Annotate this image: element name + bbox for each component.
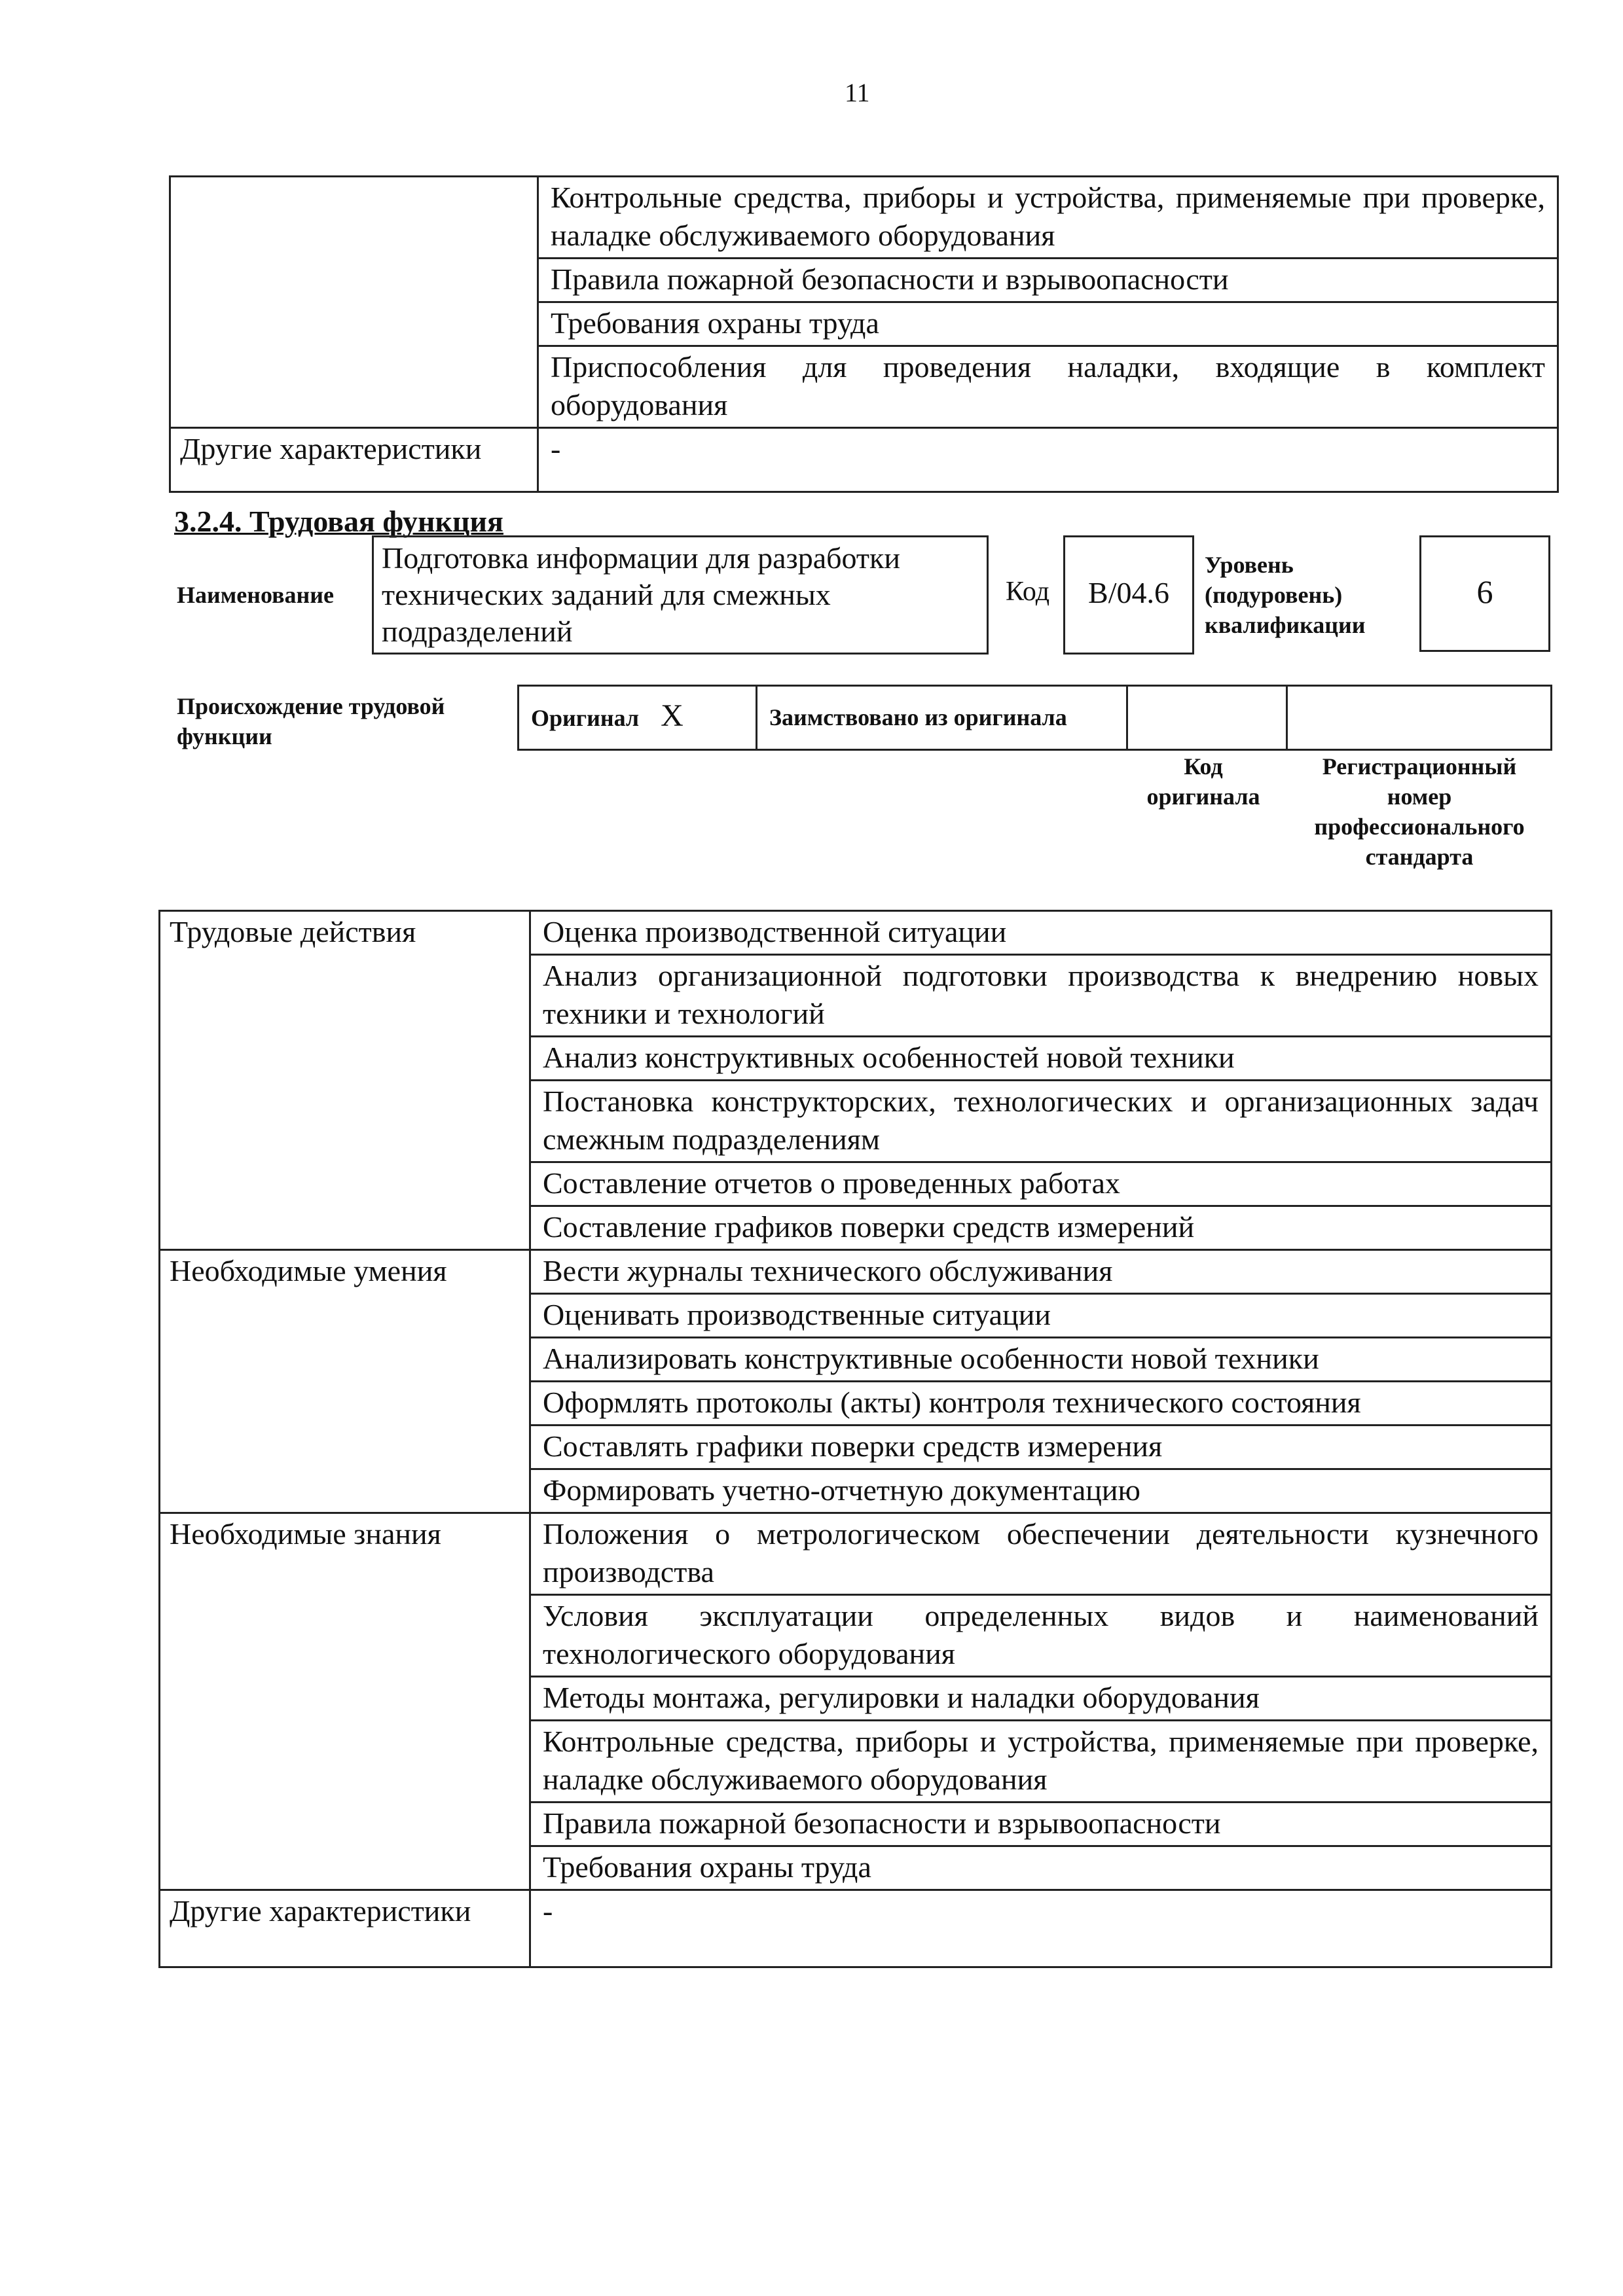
name-label: Наименование bbox=[177, 582, 334, 608]
table-row: Анализ конструктивных особенностей новой техники bbox=[530, 1037, 1552, 1081]
table-row: Формировать учетно-отчетную документацию bbox=[530, 1469, 1552, 1513]
level-value: 6 bbox=[1476, 573, 1493, 610]
original-mark: X bbox=[661, 698, 684, 733]
table-row: Требования охраны труда bbox=[530, 1846, 1552, 1890]
table-row: Анализировать конструктивные особенности новой техники bbox=[530, 1338, 1552, 1382]
table-row: Составлять графики поверки средств измерения bbox=[530, 1426, 1552, 1469]
registration-caption: Регистрационный номер профессионального стандарта bbox=[1314, 753, 1525, 870]
table-row: Методы монтажа, регулировки и наладки оборудования bbox=[530, 1677, 1552, 1721]
borrowed-label: Заимствовано из оригинала bbox=[757, 686, 1127, 750]
function-name: Подготовка информации для разработки технических заданий для смежных подразделений bbox=[382, 541, 900, 648]
origin-table bbox=[517, 685, 1552, 751]
knowledge-label: Необходимые знания bbox=[160, 1513, 530, 1890]
table-row: Контрольные средства, приборы и устройства, применяемые при проверке, наладке обслуживаемого оборудования bbox=[530, 1721, 1552, 1803]
table-row: Составление графиков поверки средств измерений bbox=[530, 1206, 1552, 1250]
skills-label: Необходимые умения bbox=[160, 1250, 530, 1513]
table-row: Оценивать производственные ситуации bbox=[530, 1294, 1552, 1338]
top-table-empty-label bbox=[170, 177, 538, 428]
original-code-caption: Код оригинала bbox=[1146, 753, 1260, 810]
table-row: Контрольные средства, приборы и устройства, применяемые при проверке, наладке обслуживаемого оборудования bbox=[538, 177, 1558, 259]
other-characteristics-value: - bbox=[530, 1890, 1552, 1967]
table-row: Составление отчетов о проведенных работах bbox=[530, 1162, 1552, 1206]
table-row: Оформлять протоколы (акты) контроля технического состояния bbox=[530, 1382, 1552, 1426]
origin-label: Происхождение трудовой функции bbox=[177, 693, 445, 749]
level-label: Уровень (подуровень) квалификации bbox=[1205, 552, 1366, 638]
other-characteristics-value: - bbox=[538, 428, 1558, 492]
registration-number-cell bbox=[1287, 686, 1552, 750]
table-row: Вести журналы технического обслуживания bbox=[530, 1250, 1552, 1294]
page-number: 11 bbox=[845, 78, 870, 107]
original-label: Оригинал bbox=[531, 705, 640, 731]
table-row: Оценка производственной ситуации bbox=[530, 911, 1552, 955]
function-name-box bbox=[372, 535, 989, 655]
table-row: Анализ организационной подготовки производства к внедрению новых техники и технологий bbox=[530, 955, 1552, 1037]
level-box bbox=[1419, 535, 1550, 652]
section-title: 3.2.4. Трудовая функция bbox=[174, 505, 503, 538]
labor-actions-label: Трудовые действия bbox=[160, 911, 530, 1250]
table-row: Приспособления для проведения наладки, входящие в комплект оборудования bbox=[538, 346, 1558, 428]
table-row: Требования охраны труда bbox=[538, 302, 1558, 346]
table-row: Постановка конструкторских, технологических и организационных задач смежным подразделениям bbox=[530, 1081, 1552, 1162]
table-row: Положения о метрологическом обеспечении деятельности кузнечного производства bbox=[530, 1513, 1552, 1595]
table-row: Правила пожарной безопасности и взрывоопасности bbox=[538, 259, 1558, 302]
original-code-cell bbox=[1127, 686, 1287, 750]
main-table bbox=[158, 910, 1552, 1968]
code-value: B/04.6 bbox=[1088, 576, 1169, 609]
code-label: Код bbox=[1006, 577, 1050, 607]
table-row: Правила пожарной безопасности и взрывоопасности bbox=[530, 1803, 1552, 1846]
table-row: Условия эксплуатации определенных видов и наименований технологического оборудования bbox=[530, 1595, 1552, 1677]
top-table bbox=[169, 175, 1559, 493]
origin-original-cell bbox=[519, 686, 757, 750]
other-characteristics-label: Другие характеристики bbox=[170, 428, 538, 492]
other-characteristics-label: Другие характеристики bbox=[160, 1890, 530, 1967]
code-box bbox=[1063, 535, 1194, 655]
